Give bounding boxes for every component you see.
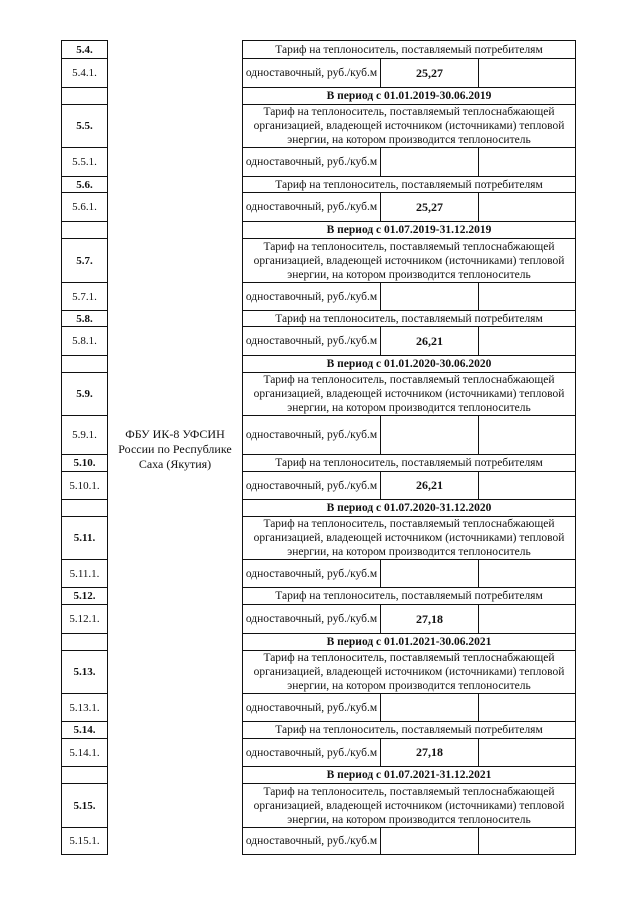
row-number-cell [61,40,108,59]
row-number: 5.4. [76,43,93,56]
tariff-value [381,416,479,454]
row-number-cell [61,828,108,855]
tariff-value-row [242,560,576,588]
row-number: 5.15.1. [69,835,100,847]
empty-cell [479,283,575,310]
period-row [242,500,576,517]
period-label: В период с 01.01.2021-30.06.2021 [326,636,492,648]
row-number-cell [61,784,108,828]
empty-cell [479,148,575,176]
organization-cell [108,40,242,858]
empty-cell [479,605,575,633]
tariff-value-row [242,327,576,356]
tariff-header-row [242,651,576,694]
row-number: 5.10. [73,457,96,469]
tariff-header-row [242,177,576,193]
row-number-cell [61,59,108,88]
period-row [242,767,576,784]
tariff-value: 27,18 [381,739,479,766]
row-number-cell [61,177,108,193]
tariff-type-label: одноставочный, руб./куб.м [243,472,381,499]
row-number: 5.14. [73,724,96,736]
tariff-header-text: Тариф на теплоноситель, поставляемый теплоснабжающей организацией, владеющей источником (источниками) тепловой энергии, на котором производится теплоноситель [253,240,565,281]
row-number: 5.11. [73,532,96,544]
tariff-type-label: одноставочный, руб./куб.м [243,327,381,355]
tariff-value: 27,18 [381,605,479,633]
empty-cell [479,828,575,854]
tariff-value: 25,27 [381,59,479,87]
row-number-cell [61,560,108,588]
row-number-cell [61,500,108,517]
tariff-header-text: Тариф на теплоноситель, поставляемый потребителям [275,724,543,736]
period-label: В период с 01.07.2019-31.12.2019 [326,224,492,236]
tariff-value-row [242,472,576,500]
tariff-value-row [242,828,576,855]
row-number-cell [61,105,108,148]
tariff-header-text: Тариф на теплоноситель, поставляемый потребителям [275,590,543,602]
empty-cell [479,193,575,221]
tariff-value [381,148,479,176]
tariff-type-label: одноставочный, руб./куб.м [243,148,381,176]
tariff-header-text: Тариф на теплоноситель, поставляемый теплоснабжающей организацией, владеющей источником (источниками) тепловой энергии, на котором производится теплоноситель [253,652,565,692]
row-number: 5.13.1. [69,701,100,714]
period-row [242,634,576,651]
tariff-value [381,283,479,310]
period-label: В период с 01.07.2020-31.12.2020 [326,502,492,514]
tariff-value-row [242,739,576,767]
row-number: 5.5. [76,120,93,132]
tariff-value-row [242,283,576,311]
tariff-header-row [242,784,576,828]
row-number: 5.10.1. [69,479,100,492]
tariff-type-label: одноставочный, руб./куб.м [243,59,381,87]
tariff-value: 26,21 [381,327,479,355]
tariff-value-row [242,605,576,634]
empty-cell [479,472,575,499]
row-number: 5.12. [73,590,96,602]
period-label: В период с 01.01.2020-30.06.2020 [326,358,492,370]
tariff-header-text: Тариф на теплоноситель, поставляемый потребителям [275,43,543,56]
tariff-value-row [242,416,576,455]
row-number: 5.13. [73,666,96,678]
period-label: В период с 01.07.2021-31.12.2021 [326,769,492,781]
tariff-value-row [242,694,576,722]
row-number-cell [61,283,108,311]
tariff-value-row [242,193,576,222]
row-number: 5.11.1. [69,567,100,580]
row-number: 5.7. [76,254,93,267]
row-number-cell [61,634,108,651]
row-number-cell [61,767,108,784]
tariff-header-row [242,239,576,283]
tariff-value-row [242,59,576,88]
row-number: 5.14.1. [69,746,100,759]
tariff-header-row [242,722,576,739]
row-number-cell [61,222,108,239]
tariff-header-text: Тариф на теплоноситель, поставляемый потребителям [275,312,543,325]
row-number-cell [61,739,108,767]
row-number: 5.5.1. [72,156,97,168]
empty-cell [479,560,575,587]
tariff-column [242,40,576,855]
tariff-type-label: одноставочный, руб./куб.м [243,416,381,454]
row-number-cell [61,588,108,605]
tariff-value-row [242,148,576,177]
empty-cell [479,59,575,87]
row-number-cell [61,722,108,739]
tariff-header-row [242,455,576,472]
row-number: 5.7.1. [72,290,97,303]
period-row [242,222,576,239]
tariff-type-label: одноставочный, руб./куб.м [243,605,381,633]
row-number-cell [61,651,108,694]
row-number: 5.9. [76,388,93,400]
tariff-type-label: одноставочный, руб./куб.м [243,560,381,587]
row-number-cell [61,311,108,327]
tariff-value [381,828,479,854]
period-row [242,356,576,373]
period-row [242,88,576,105]
row-number-cell [61,416,108,455]
row-number-cell [61,88,108,105]
tariff-type-label: одноставочный, руб./куб.м [243,283,381,310]
tariff-header-text: Тариф на теплоноситель, поставляемый теплоснабжающей организацией, владеющей источником (источниками) тепловой энергии, на котором производится теплоноситель [253,374,565,414]
row-number-cell [61,193,108,222]
empty-cell [479,327,575,355]
row-number: 5.4.1. [72,67,97,79]
tariff-header-text: Тариф на теплоноситель, поставляемый потребителям [275,178,543,191]
row-number-cell [61,239,108,283]
tariff-type-label: одноставочный, руб./куб.м [243,828,381,854]
tariff-header-text: Тариф на теплоноситель, поставляемый теплоснабжающей организацией, владеющей источником (источниками) тепловой энергии, на котором производится теплоноситель [253,518,565,558]
row-number-cell [61,517,108,560]
tariff-type-label: одноставочный, руб./куб.м [243,694,381,721]
empty-cell [479,739,575,766]
tariff-type-label: одноставочный, руб./куб.м [243,193,381,221]
row-number-cell [61,373,108,416]
tariff-header-row [242,373,576,416]
tariff-value: 25,27 [381,193,479,221]
row-number: 5.6.1. [72,201,97,213]
row-number: 5.9.1. [72,429,97,441]
row-number-column [61,40,108,855]
tariff-value: 26,21 [381,472,479,499]
row-number-cell [61,356,108,373]
row-number: 5.15. [73,799,96,812]
tariff-header-text: Тариф на теплоноситель, поставляемый потребителям [275,457,543,469]
tariff-header-row [242,40,576,59]
row-number: 5.6. [76,178,93,191]
row-number: 5.8. [76,312,93,325]
tariff-header-text: Тариф на теплоноситель, поставляемый теплоснабжающей организацией, владеющей источником (источниками) тепловой энергии, на котором производится теплоноситель [253,785,565,826]
row-number: 5.12.1. [69,613,100,625]
row-number: 5.8.1. [72,335,97,347]
row-number-cell [61,148,108,177]
empty-cell [479,416,575,454]
tariff-header-row [242,517,576,560]
row-number-cell [61,327,108,356]
tariff-value [381,694,479,721]
row-number-cell [61,605,108,634]
tariff-type-label: одноставочный, руб./куб.м [243,739,381,766]
tariff-header-row [242,311,576,327]
period-label: В период с 01.01.2019-30.06.2019 [326,90,492,102]
row-number-cell [61,694,108,722]
empty-cell [479,694,575,721]
organization-name: ФБУ ИК-8 УФСИН России по Республике Саха (Якутия) [118,426,232,471]
tariff-header-row [242,588,576,605]
row-number-cell [61,472,108,500]
tariff-header-row [242,105,576,148]
tariff-header-text: Тариф на теплоноситель, поставляемый теплоснабжающей организацией, владеющей источником (источниками) тепловой энергии, на котором производится теплоноситель [253,106,565,146]
tariff-value [381,560,479,587]
row-number-cell [61,455,108,472]
